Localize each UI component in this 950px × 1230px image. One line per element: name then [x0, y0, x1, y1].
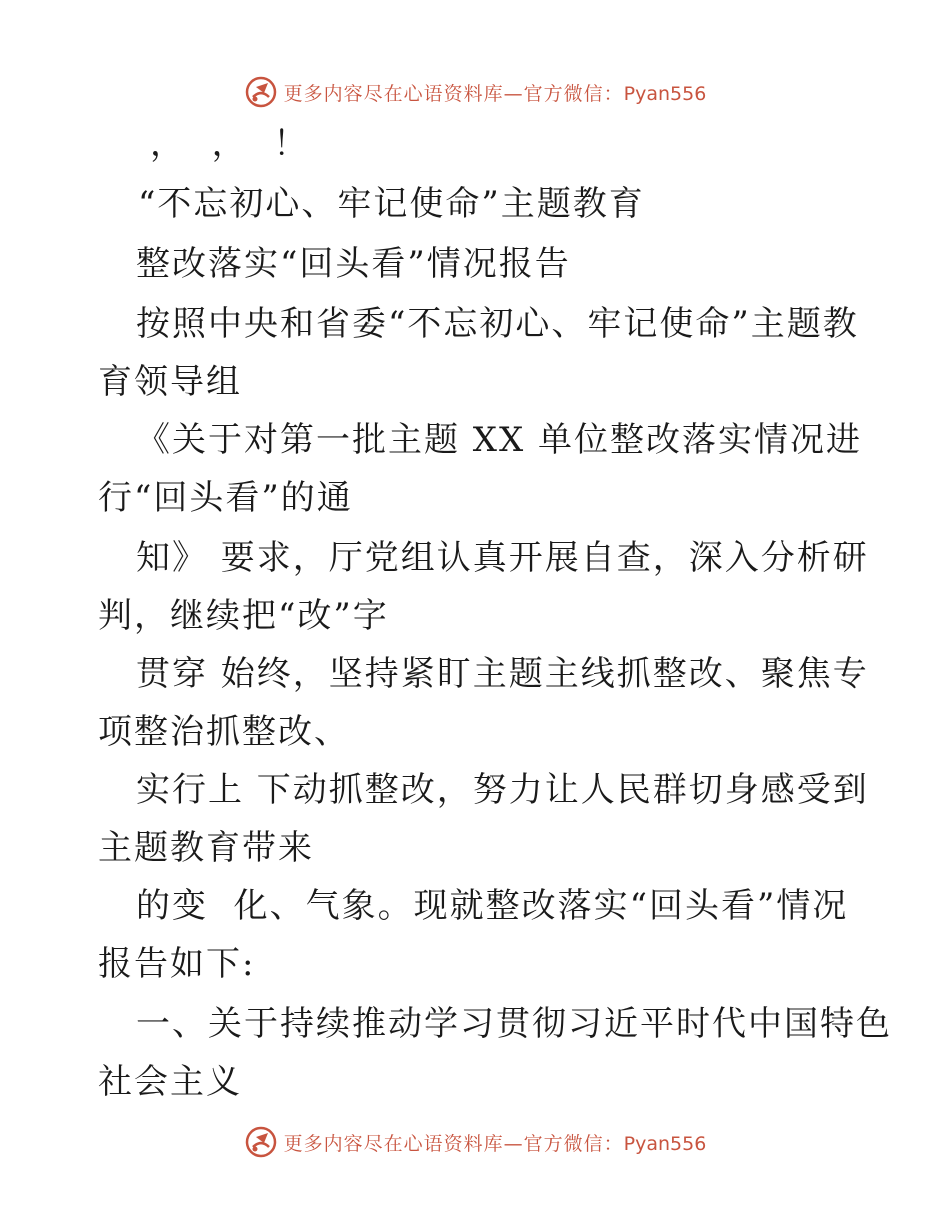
text-line-12: 主题教育带来: [98, 828, 314, 868]
watermark-footer: [0, 1122, 950, 1162]
watermark-caption: 更多内容尽在心语资料库—官方微信：: [283, 1132, 624, 1155]
text-line-3: 按照中央和省委“不忘初心、牢记使命”主题教: [136, 304, 859, 344]
watermark-text: [284, 79, 707, 106]
text-line-10: 项整治抓整改、: [98, 712, 350, 752]
text-line-6: 行“回头看”的通: [98, 478, 353, 518]
watermark-text: [284, 1129, 707, 1156]
book-quill-icon: [244, 75, 278, 109]
text-line-16: 社会主义: [98, 1062, 242, 1102]
text-line-13: 的变 化、气象。现就整改落实“回头看”情况: [136, 886, 849, 926]
watermark-header: [0, 72, 950, 112]
text-line-8: 判，继续把“改”字: [98, 596, 389, 636]
text-line-14: 报告如下:: [98, 944, 256, 984]
text-line-5: 《关于对第一批主题 XX 单位整改落实情况进: [136, 420, 863, 460]
watermark-wechat-id: Pyan556: [623, 1132, 707, 1155]
text-line-15: 一、关于持续推动学习贯彻习近平时代中国特色: [136, 1004, 892, 1044]
book-quill-icon: [244, 1125, 278, 1159]
text-line-7: 知》 要求，厅党组认真开展自查，深入分析研: [136, 538, 869, 578]
text-line-4: 育领导组: [98, 362, 242, 402]
watermark-wechat-id: Pyan556: [623, 82, 707, 105]
text-line-title-1: “不忘初心、牢记使命”主题教育: [138, 184, 645, 224]
text-line-9: 贯穿 始终，坚持紧盯主题主线抓整改、聚焦专: [136, 654, 869, 694]
text-line-11: 实行上 下动抓整改，努力让人民群切身感受到: [136, 770, 869, 810]
watermark-caption: 更多内容尽在心语资料库—官方微信：: [283, 82, 624, 105]
text-line-punctuation: ， ， ！: [150, 124, 310, 164]
text-line-title-2: 整改落实“回头看”情况报告: [136, 244, 571, 284]
